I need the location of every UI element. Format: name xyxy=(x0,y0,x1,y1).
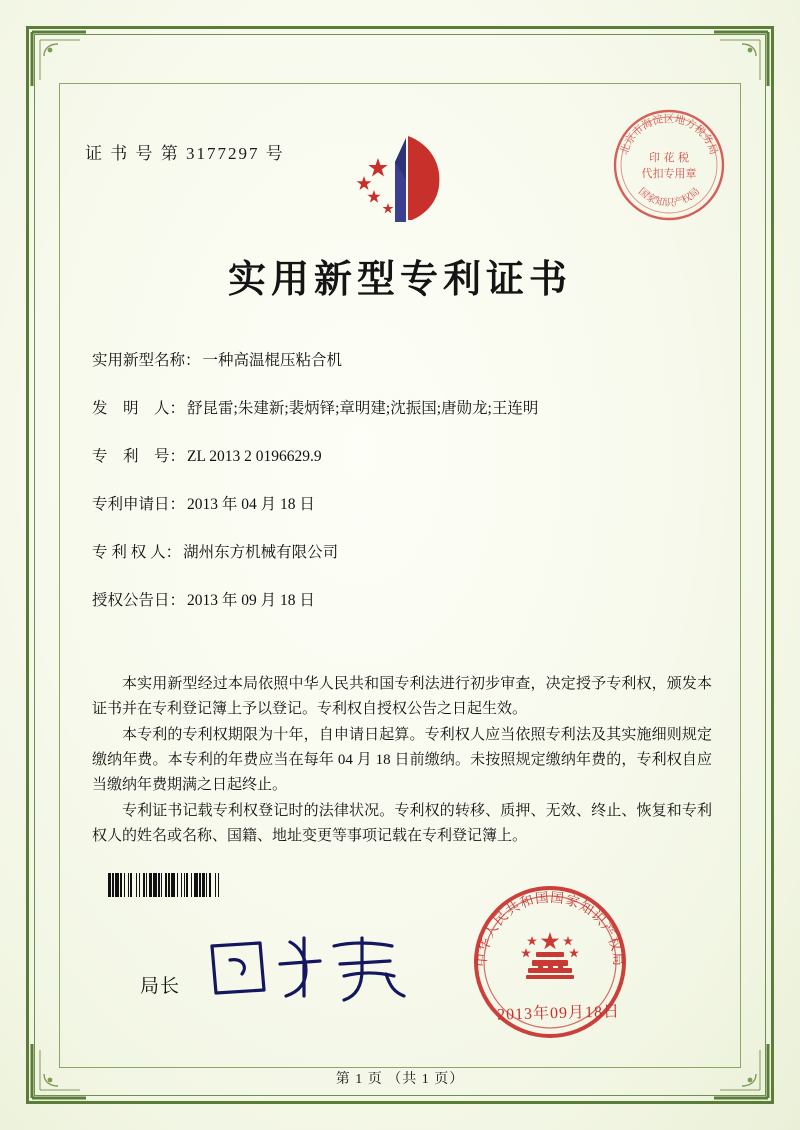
signature-row xyxy=(140,930,424,1006)
field-inventors xyxy=(92,396,722,418)
director-signature-icon xyxy=(194,930,424,1006)
svg-text:中华人民共和国国家知识产权局: 中华人民共和国国家知识产权局 xyxy=(473,889,627,968)
page-title: 实用新型专利证书 xyxy=(227,256,572,301)
field-label: 专利申请日： xyxy=(92,496,186,513)
field-label: 专 利 号： xyxy=(92,448,186,465)
body-paragraph-1: 本实用新型经过本局依照中华人民共和国专利法进行初步审查，决定授予专利权，颁发本证书并在专利登记簿上予以登记。专利权自授权公告之日起生效。 xyxy=(92,676,712,717)
body-paragraph-3: 专利证书记载专利权登记时的法律状况。专利权的转移、质押、无效、终止、恢复和专利权人的姓名或名称、国籍、地址变更等事项记载在专利登记簿上。 xyxy=(92,803,712,844)
field-grant-announcement-date xyxy=(92,588,722,610)
tax-stamp-icon xyxy=(610,106,728,224)
field-label: 实用新型名称： xyxy=(92,352,201,369)
field-value: 2013 年 09 月 18 日 xyxy=(187,592,315,609)
field-utility-model-name xyxy=(92,348,722,370)
field-value: ZL 2013 2 0196629.9 xyxy=(187,448,322,465)
field-value: 舒昆雷;朱建新;裴炳铎;章明建;沈振国;唐勋龙;王连明 xyxy=(187,400,539,417)
field-patentee xyxy=(92,540,722,562)
field-list xyxy=(92,348,722,636)
svg-text:代扣专用章: 代扣专用章 xyxy=(641,167,697,180)
body-paragraph-2: 本专利的专利权期限为十年，自申请日起算。专利权人应当依照专利法及其实施细则规定缴纳年费。本专利的年费应当在每年 04 月 18 日前缴纳。未按照规定缴纳年费的，专利权自应当缴纳年费期满之日起终止。 xyxy=(92,727,712,793)
sipo-emblem-icon xyxy=(338,128,458,233)
svg-text:印 花 税: 印 花 税 xyxy=(649,151,689,164)
field-value: 2013 年 04 月 18 日 xyxy=(187,496,315,513)
field-value: 湖州东方机械有限公司 xyxy=(183,544,339,561)
field-label: 授权公告日： xyxy=(92,592,186,609)
page-footer: 第 1 页 （共 1 页） xyxy=(335,1072,465,1087)
field-label: 专 利 权 人： xyxy=(92,544,182,561)
svg-text:北京市海淀区地方税务局: 北京市海淀区地方税务局 xyxy=(618,113,720,157)
field-value: 一种高温棍压粘合机 xyxy=(202,352,343,369)
svg-text:国家知识产权局: 国家知识产权局 xyxy=(635,186,703,209)
signature-title-label: 局长 xyxy=(140,976,181,997)
barcode-icon xyxy=(108,873,318,897)
seal-date: 2013年09月18日 xyxy=(496,1003,621,1024)
field-label: 发 明 人： xyxy=(92,400,186,417)
field-patent-number xyxy=(92,444,722,466)
body-text xyxy=(92,672,712,850)
field-application-date xyxy=(92,492,722,514)
certificate-number: 证 书 号 第 3177297 号 xyxy=(85,144,285,163)
